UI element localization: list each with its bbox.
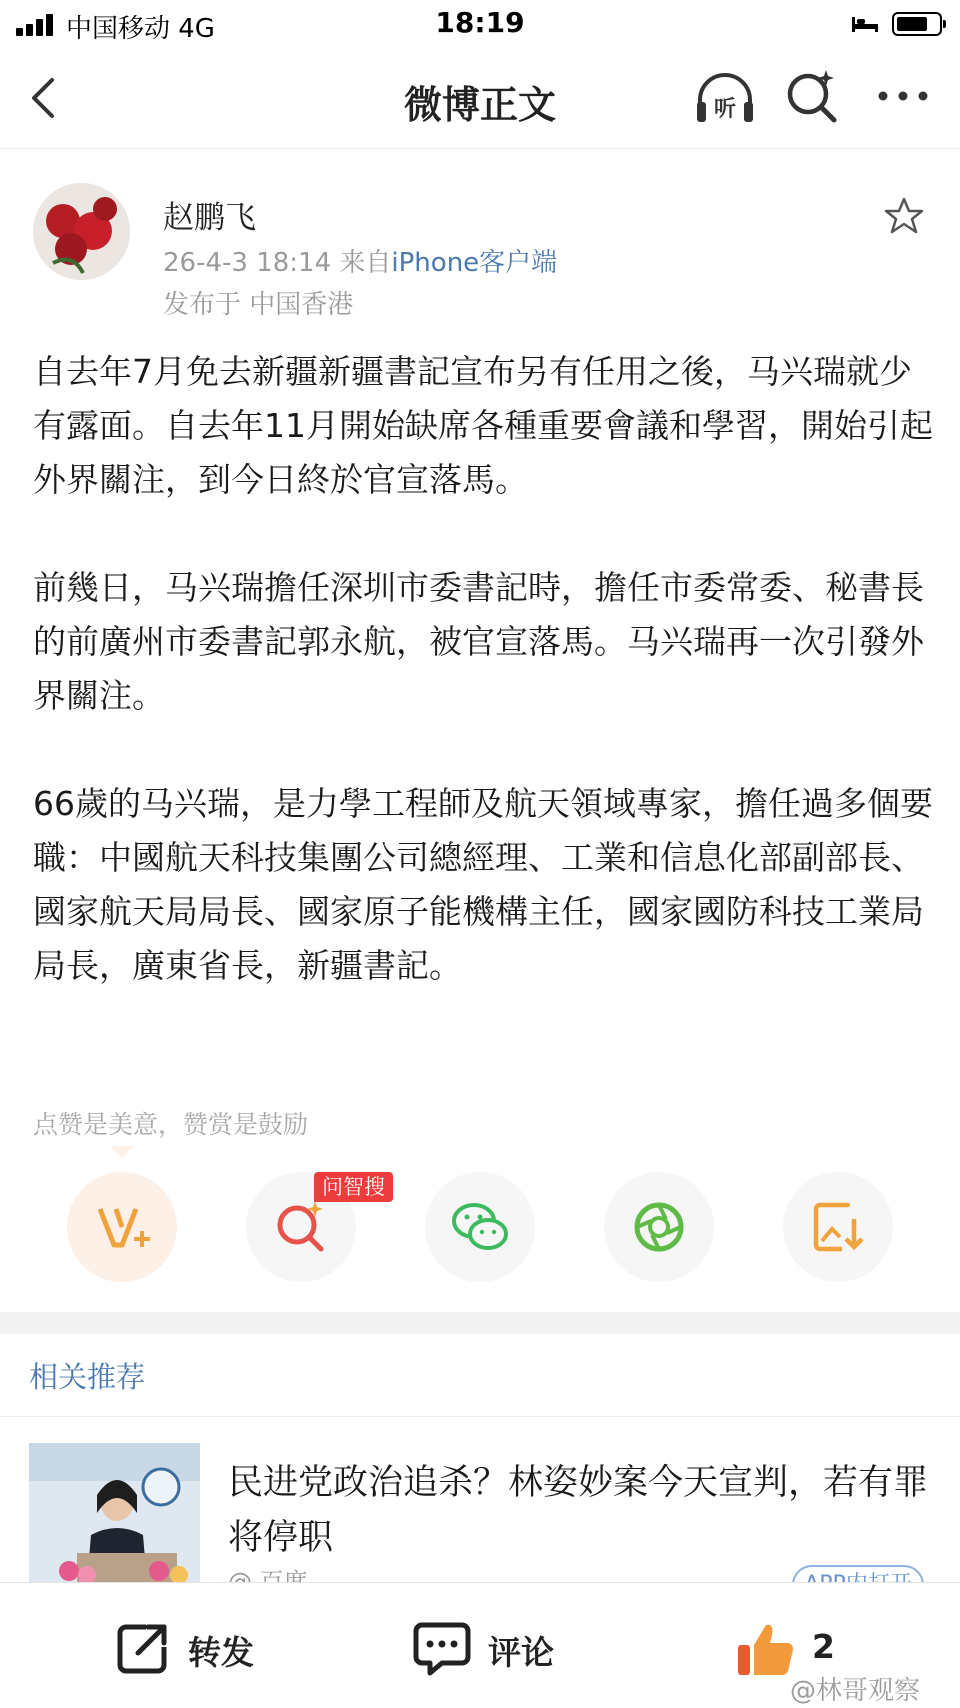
ai-search-icon[interactable] [784,68,840,124]
repost-icon [112,1619,172,1679]
post-paragraph: 66歲的马兴瑞，是力學工程師及航天領域專家，擔任過多個要職：中國航天科技集團公司總經理、工業和信息化部副部長、國家航天局局長、國家原子能機構主任，國家國防科技工業局局長，廣東省長，新疆書記。 [33,784,933,985]
section-divider [0,1312,960,1334]
author-avatar[interactable] [33,183,130,280]
ai-search-icon [271,1197,331,1257]
comment-label: 评论 [488,1633,554,1672]
bed-icon [850,12,880,34]
post-content [33,345,933,1047]
star-icon[interactable] [884,196,924,236]
repost-label: 转发 [188,1633,254,1672]
post-paragraph: 自去年7月免去新疆新疆書記宣布另有任用之後，马兴瑞就少有露面。自去年11月開始缺席各種重要會議和學習，開始引起外界關注，到今日終於官宣落馬。 [33,352,933,499]
related-section-title: 相关推荐 [29,1360,146,1394]
news-thumbnail[interactable] [29,1443,200,1583]
clock: 18:19 [435,6,525,39]
watermark: @林哥观察 [790,1676,921,1706]
repost-button[interactable] [112,1619,262,1679]
listen-headphone-icon[interactable] [694,70,756,126]
page-title: 微博正文 [403,83,556,127]
author-name[interactable]: 赵鹏飞 [163,200,256,236]
post-paragraph: 前幾日，马兴瑞擔任深圳市委書記時，擔任市委常委、秘書長的前廣州市委書記郭永航，被官宣落馬。马兴瑞再一次引發外界關注。 [33,568,924,715]
wechat-share-button[interactable] [425,1172,535,1282]
divider-line [0,1416,960,1417]
hint-caret-icon [110,1146,134,1158]
reward-vip-button[interactable] [67,1172,177,1282]
moments-share-button[interactable] [604,1172,714,1282]
nav-bar [0,48,960,149]
post-time: 26-4-3 18:14 [163,248,332,278]
carrier-label: 中国移动 4G [66,14,215,44]
post-meta [163,242,557,279]
image-download-icon [808,1197,868,1257]
vip-reward-icon [92,1197,152,1257]
source-prefix: 来自 [339,248,392,278]
wechat-icon [450,1197,510,1257]
post-source[interactable]: iPhone客户端 [391,248,558,278]
battery-icon [892,12,942,36]
reward-hint: 点赞是美意，赞赏是鼓励 [33,1110,309,1139]
more-dots-icon[interactable] [876,84,930,108]
thumbs-up-icon [736,1619,796,1679]
save-image-button[interactable] [783,1172,893,1282]
like-count: 2 [812,1627,835,1666]
status-bar [0,0,960,48]
comment-button[interactable] [412,1619,562,1679]
ai-search-badge: 问智搜 [314,1172,393,1202]
news-item-title[interactable]: 民进党政治追杀？林姿妙案今天宣判，若有罪将停职 [228,1463,929,1558]
listen-label: 听 [713,97,737,122]
comment-icon [412,1619,472,1679]
post-location: 发布于 中国香港 [163,290,354,320]
moments-aperture-icon [629,1197,689,1257]
